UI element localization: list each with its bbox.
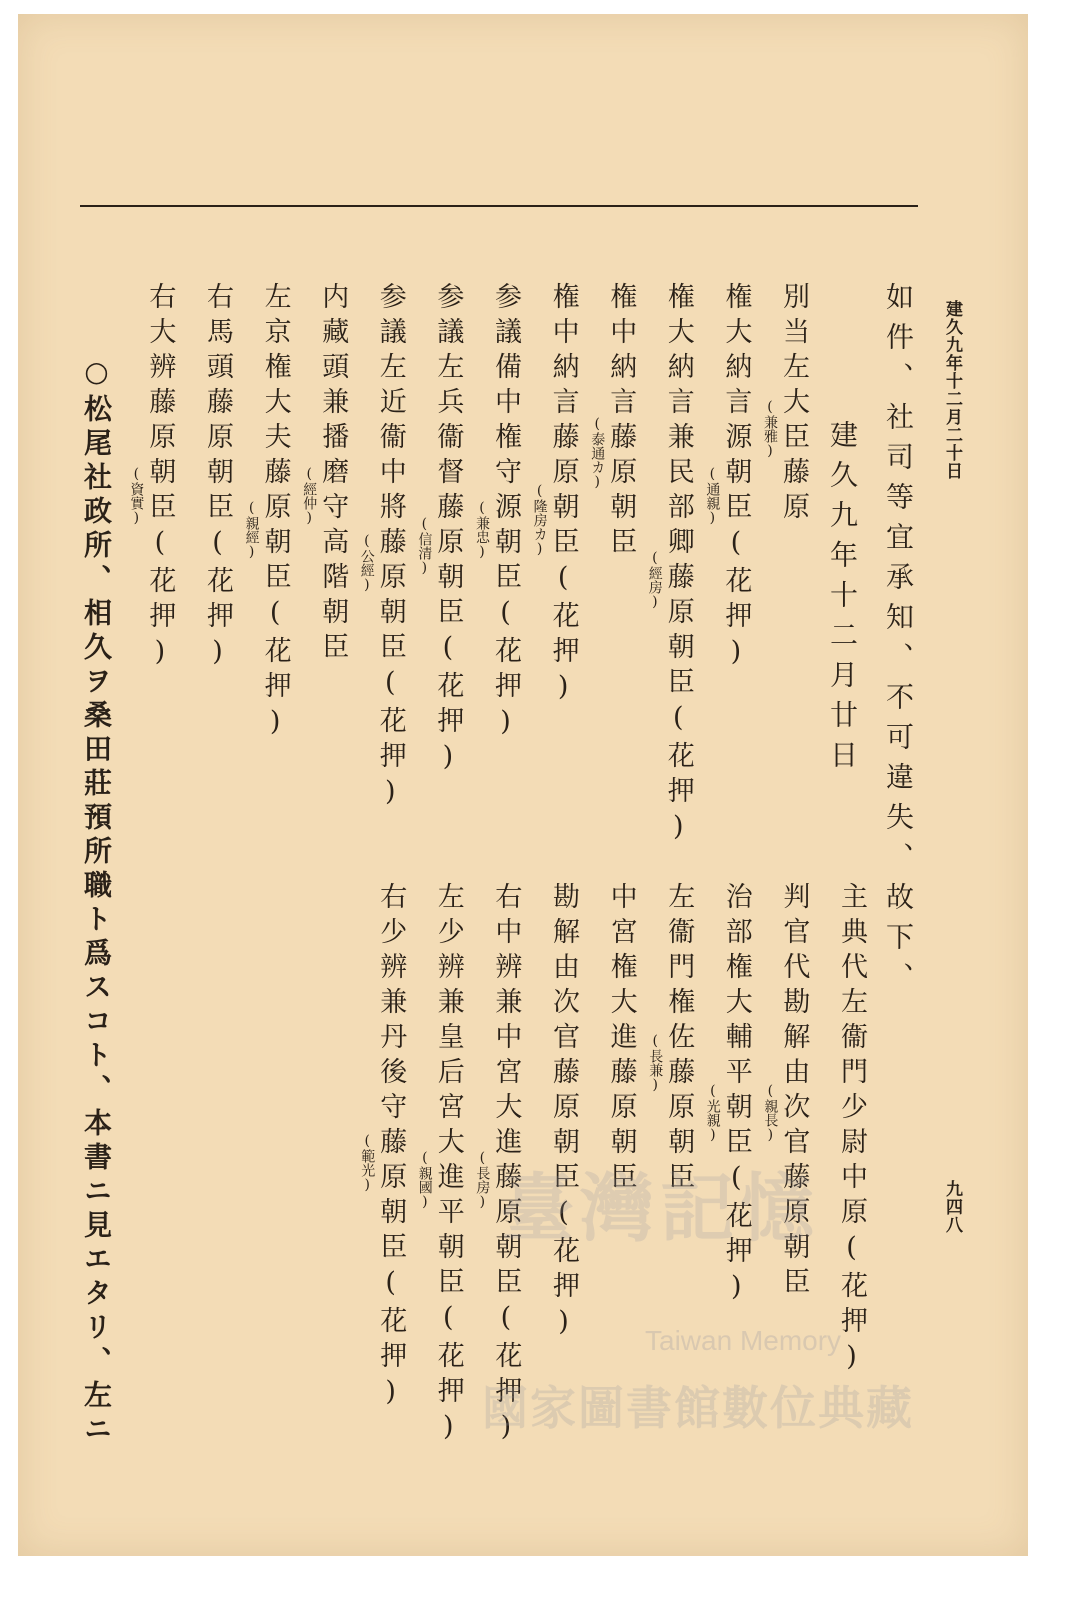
official-line: 判官代勘解由次官藤原朝臣 — [778, 882, 810, 1302]
name-annotation: (信清) — [416, 516, 433, 577]
official-line: 勘解由次官藤原朝臣(花押) — [548, 882, 579, 1345]
official-line: 右中辨兼中宮大進藤原朝臣(花押) — [490, 882, 522, 1450]
official-line: 参議左近衞中將藤原朝臣(花押) — [374, 282, 406, 815]
name-annotation: (長房) — [474, 1149, 491, 1210]
name-annotation: (光親) — [704, 1082, 721, 1143]
official-line: 右馬頭藤原朝臣(花押) — [202, 282, 233, 675]
name-annotation: (兼忠) — [474, 499, 490, 560]
name-annotation: (範光) — [359, 1133, 376, 1194]
official-line: 右少辨兼丹後守藤原朝臣(花押) — [375, 882, 407, 1415]
official-line: 主典代左衞門少尉中原(花押) — [836, 882, 867, 1380]
name-annotation: (通親) — [704, 466, 721, 527]
official-line: 参議左兵衞督藤原朝臣(花押) — [432, 282, 464, 780]
official-line: 権中納言藤原朝臣 — [605, 282, 637, 562]
name-annotation: (親長) — [762, 1082, 779, 1143]
official-line: 左少辨兼皇后宮大進平朝臣(花押) — [432, 882, 464, 1450]
watermark-logo: 臺灣記憶 — [500, 1166, 820, 1252]
official-line: 内藏頭兼播磨守高階朝臣 — [317, 282, 349, 667]
watermark-institution: 國家圖書館數位典藏 — [482, 1381, 914, 1435]
name-annotation: (隆房カ) — [531, 482, 548, 557]
name-annotation: (長兼) — [647, 1032, 664, 1093]
footnote: ○松尾社政所、相久ヲ桑田莊預所職ト爲スコト、本書ニ見エタリ、左ニ — [80, 355, 113, 1448]
name-annotation: (親國) — [416, 1149, 433, 1210]
official-line: 権大納言源朝臣(花押) — [720, 282, 752, 675]
name-annotation: (資實) — [128, 466, 145, 527]
official-line: 左衞門権佐藤原朝臣 — [663, 882, 695, 1197]
header-rule — [80, 205, 918, 207]
watermark-english: Taiwan Memory — [645, 1325, 842, 1356]
name-annotation: (泰通カ) — [589, 415, 606, 490]
official-line: 右大辨藤原朝臣(花押) — [144, 282, 176, 675]
page-number: 九四八 — [942, 1180, 962, 1234]
document-date: 建久九年十二月廿日 — [826, 420, 859, 780]
official-line: 参議備中権守源朝臣(花押) — [490, 282, 521, 745]
name-annotation: (經房) — [646, 549, 663, 610]
official-line: 権中納言藤原朝臣(花押) — [547, 282, 579, 710]
name-annotation: (兼雅) — [762, 399, 778, 460]
name-annotation: (經仲) — [301, 466, 318, 527]
opening-line: 如件、社司等宜承知、不可違失、故下、 — [882, 282, 915, 1002]
official-line: 中宮権大進藤原朝臣 — [605, 882, 637, 1197]
running-header-date: 建久九年十二月二十日 — [942, 300, 962, 480]
official-line: 左京権大夫藤原朝臣(花押) — [259, 282, 291, 745]
name-annotation: (公經) — [358, 533, 375, 594]
official-line: 権大納言兼民部卿藤原朝臣(花押) — [662, 282, 694, 850]
official-line: 別当左大臣藤原 — [778, 282, 809, 527]
official-line: 治部権大輔平朝臣(花押) — [720, 882, 752, 1310]
name-annotation: (親經) — [243, 499, 260, 560]
